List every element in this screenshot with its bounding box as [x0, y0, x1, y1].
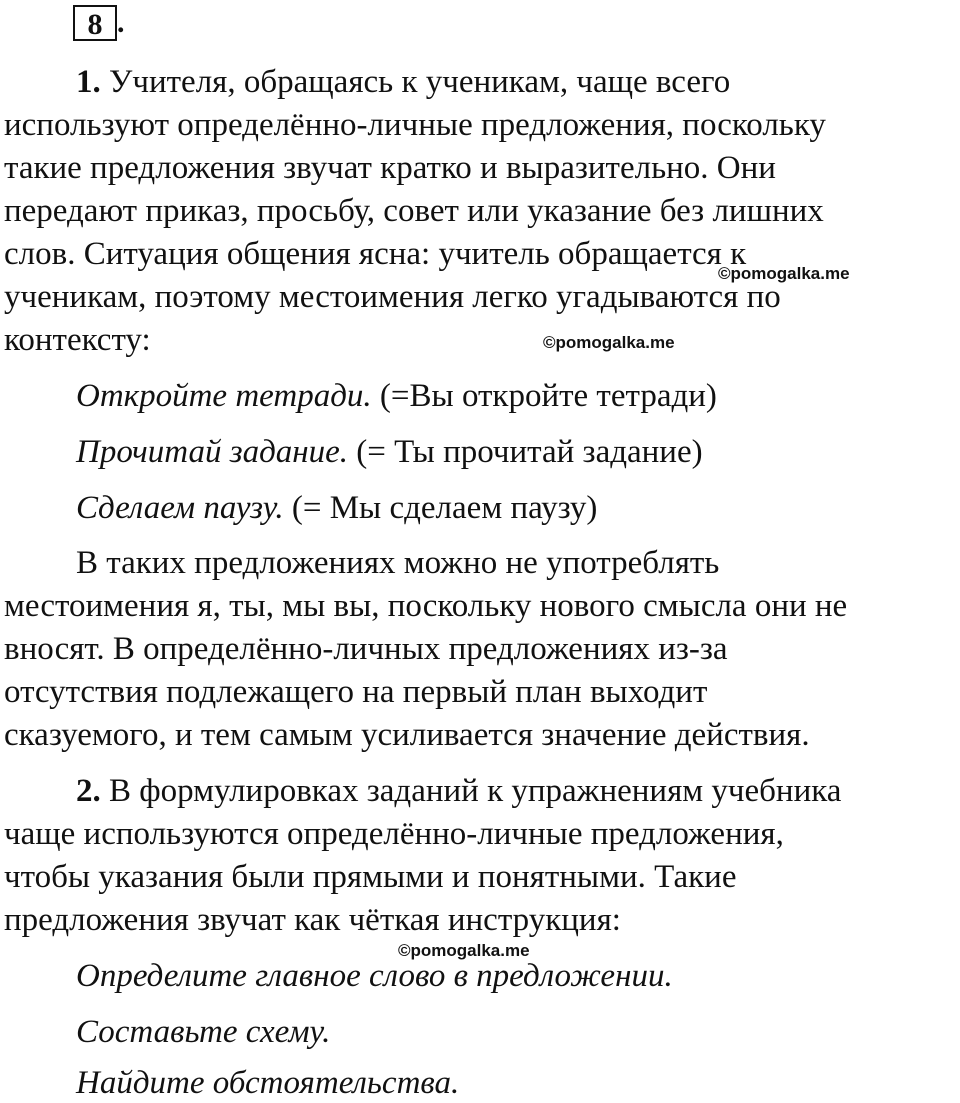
- section2-line-2: чаще используются определённо-личные предложения,: [4, 816, 784, 852]
- example-2-italic: Прочитай задание.: [76, 434, 349, 470]
- section1-line-5: слов. Ситуация общения ясна: учитель обращается к: [4, 236, 747, 272]
- task-number-dot: .: [117, 6, 125, 39]
- section1-line-4: передают приказ, просьбу, совет или указание без лишних: [4, 193, 824, 229]
- section1-para2-line-1: В таких предложениях можно не употреблять: [76, 545, 720, 581]
- watermark: ©pomogalka.me: [718, 264, 850, 283]
- section2-example-3-text: Найдите обстоятельства.: [76, 1065, 460, 1101]
- section1-example-1: [76, 376, 717, 416]
- section1-para2-line-2: местоимения я, ты, мы вы, поскольку нового смысла они не: [4, 588, 848, 624]
- section1-line-7: контексту:: [4, 322, 151, 358]
- section2-line-1-text: В формулировках заданий к упражнениям учебника: [100, 773, 842, 809]
- example-3-italic: Сделаем паузу.: [76, 490, 284, 526]
- watermark: ©pomogalka.me: [398, 941, 530, 960]
- task-number-box: 8: [73, 5, 117, 41]
- section2-number: 2.: [76, 773, 101, 809]
- section1-line-2: используют определённо-личные предложения, поскольку: [4, 107, 826, 143]
- section2-example-2-text: Составьте схему.: [76, 1014, 331, 1050]
- section2-example-2: [76, 1012, 330, 1052]
- section1-para2-line-3: вносят. В определённо-личных предложениях из-за: [4, 631, 728, 667]
- section2-line-4: предложения звучат как чёткая инструкция:: [4, 902, 621, 938]
- section1-number: 1.: [76, 64, 101, 100]
- section1-para2-line-5: сказуемого, и тем самым усиливается значение действия.: [4, 717, 810, 753]
- section2-example-3: [76, 1063, 459, 1103]
- example-1-plain: (=Вы откройте тетради): [371, 378, 717, 414]
- section2-example-1: [76, 956, 673, 996]
- section1-example-3: [76, 488, 597, 528]
- example-3-plain: (= Мы сделаем паузу): [283, 490, 598, 526]
- section1-line-3: такие предложения звучат кратко и выразительно. Они: [4, 150, 776, 186]
- section2-example-1-text: Определите главное слово в предложении.: [76, 958, 673, 994]
- section2-line-1: [76, 771, 841, 811]
- section1-line-1-text: Учителя, обращаясь к ученикам, чаще всего: [100, 64, 731, 100]
- example-1-italic: Откройте тетради.: [76, 378, 372, 414]
- section2-line-3: чтобы указания были прямыми и понятными. Такие: [4, 859, 737, 895]
- section1-para2-line-4: отсутствия подлежащего на первый план выходит: [4, 674, 708, 710]
- watermark: ©pomogalka.me: [543, 333, 675, 352]
- section1-example-2: [76, 432, 703, 472]
- section1-line-6: ученикам, поэтому местоимения легко угадываются по: [4, 279, 781, 315]
- section1-line-1: [76, 62, 730, 102]
- example-2-plain: (= Ты прочитай задание): [348, 434, 703, 470]
